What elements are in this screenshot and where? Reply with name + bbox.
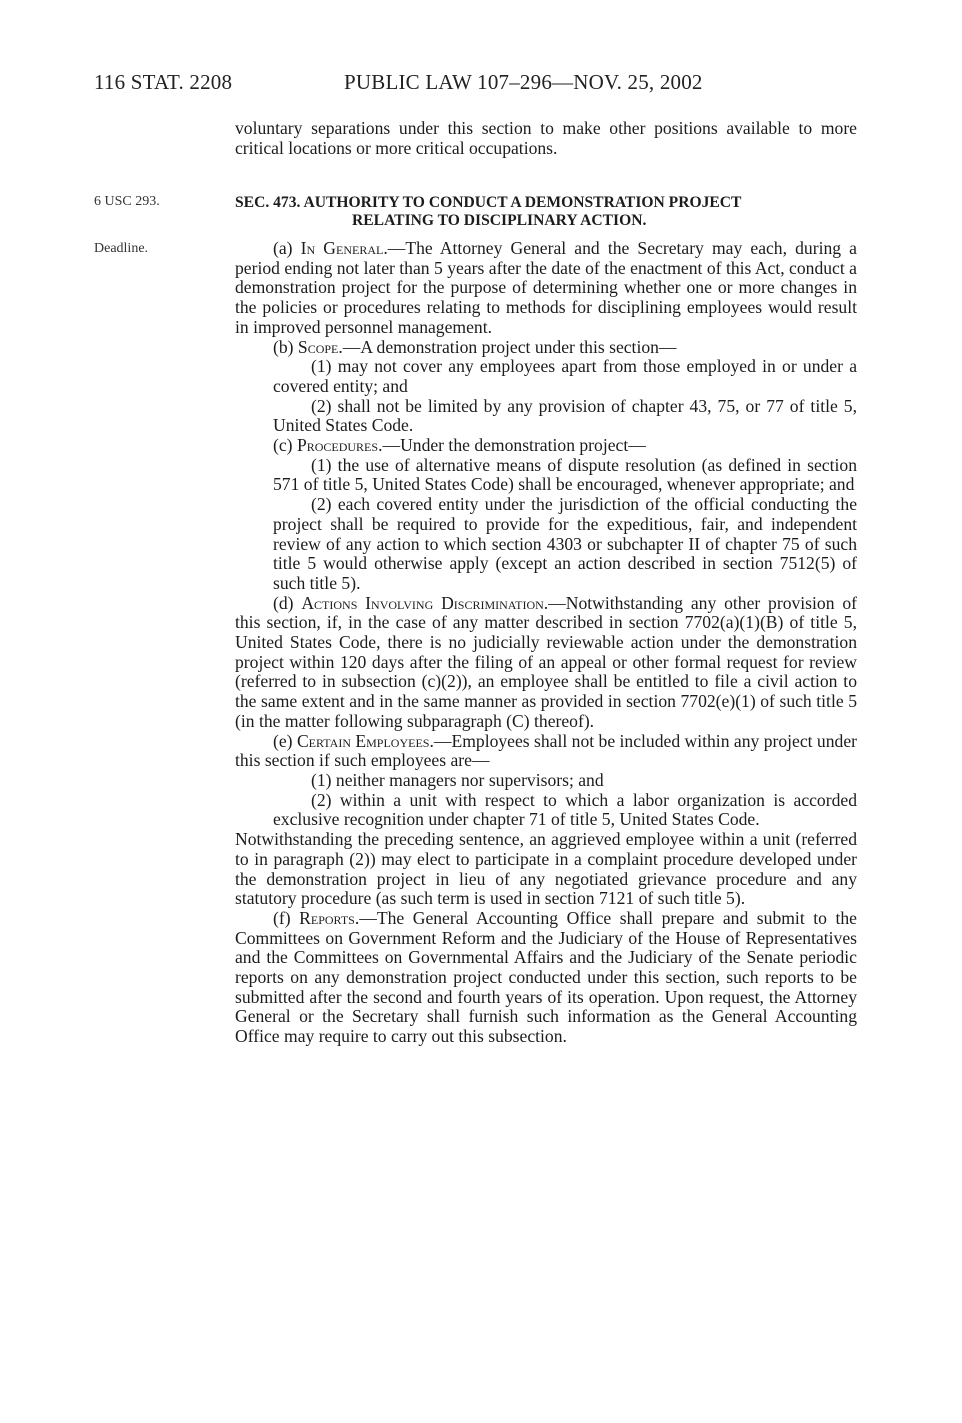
subsection-c (235, 436, 857, 456)
subsection-c-item-1: (1) the use of alternative means of dispute resolution (as defined in section 571 of title 5, United States Code) shall be encouraged, whenever appropriate; and (273, 454, 857, 495)
subsection-b-heading: Scope (297, 336, 339, 357)
usc-margin-note: 6 USC 293. (94, 194, 160, 209)
subsection-b (235, 338, 857, 358)
section-heading (235, 194, 857, 230)
subsection-b-label: (b) (273, 336, 294, 357)
subsection-e-item-1: (1) neither managers nor supervisors; and (311, 769, 604, 790)
section-body (235, 239, 857, 1047)
subsection-f (235, 909, 857, 1047)
subsection-a-heading: In General (300, 238, 384, 258)
subsection-b-text: .—A demonstration project under this section— (338, 336, 677, 357)
subsection-b-item-2: (2) shall not be limited by any provision of chapter 43, 75, or 77 of title 5, United States Code. (273, 395, 857, 436)
section-title-line1: AUTHORITY TO CONDUCT A DEMONSTRATION PROJECT (303, 194, 742, 211)
subsection-d-text: .—Notwithstanding any other provision of this section, if, in the case of any matter described in section 7702(a)(1)(B) of title 5, United States Code, there is no judicially reviewable action under the demonstration project within 120 days after the filing of an appeal or other formal request for review (referred to in subsection (c)(2)), an employee shall be entitled to file a civil action to the same extent and in the same manner as provided in section 7702(e)(1) of such title 5 (in the matter following subparagraph (C) thereof). (235, 592, 857, 731)
subsection-d (235, 594, 857, 732)
subsection-f-label: (f) (273, 907, 291, 928)
subsection-a-label: (a) (273, 238, 293, 258)
subsection-f-text: .—The General Accounting Office shall prepare and submit to the Committees on Government Reform and the Judiciary of the House of Representatives and the Committees on Governmental Affairs and the Judiciary of the Senate periodic reports on any demonstration project conducted under this section, such reports to be submitted after the second and fourth years of its operation. Upon request, the Attorney General or the Secretary shall furnish such information as the General Accounting Office may require to carry out this subsection. (235, 907, 857, 1047)
stat-page-number: 116 STAT. 2208 (94, 70, 233, 94)
subsection-f-heading: Reports (299, 907, 355, 928)
law-citation-date: PUBLIC LAW 107–296—NOV. 25, 2002 (344, 70, 703, 94)
subsection-c-heading: Procedures (296, 435, 379, 456)
subsection-e-text: .—Employees shall not be included within any project under this section if such employees are— (235, 730, 857, 771)
subsection-c-item-2: (2) each covered entity under the jurisdiction of the official conducting the project shall be required to provide for the expeditious, fair, and independent review of any action to which section 4303 or subchapter II of chapter 75 of such title 5 would otherwise apply (except an action described in section 7512(5) of such title 5). (273, 494, 857, 593)
intro-continuation (235, 119, 857, 158)
subsection-b-item-1: (1) may not cover any employees apart from those employed in or under a covered entity; and (273, 356, 857, 396)
subsection-e-label: (e) (273, 730, 293, 751)
intro-text: voluntary separations under this section to make other positions available to more critical locations or more critical occupations. (235, 118, 857, 158)
subsection-e-closing: Notwithstanding the preceding sentence, an aggrieved employee within a unit (referred to in paragraph (2)) may elect to participate in a complaint procedure developed under the demonstration project in lieu of any negotiated grievance procedure and any statutory procedure (as such term is used in section 7121 of such title 5). (235, 829, 857, 909)
subsection-a-text: .—The Attorney General and the Secretary may each, during a period ending not later than 5 years after the date of the enactment of this Act, conduct a demonstration project for the purpose of determining whether one or more changes in the policies or procedures relating to methods for disciplining employees would result in improved personnel management. (235, 238, 857, 337)
subsection-c-label: (c) (273, 435, 293, 456)
subsection-e-heading: Certain Employees (296, 730, 430, 751)
section-title-line2: RELATING TO DISCIPLINARY ACTION. (352, 212, 647, 229)
subsection-a (235, 239, 857, 338)
subsection-d-heading: Actions Involving Discrimination (301, 592, 544, 613)
subsection-e-item-2: (2) within a unit with respect to which a labor organization is accorded exclusive recognition under chapter 71 of title 5, United States Code. (273, 789, 857, 830)
subsection-c-text: .—Under the demonstration project— (378, 435, 646, 456)
page-header (94, 70, 794, 95)
section-number: SEC. 473. (235, 194, 301, 211)
subsection-e (235, 732, 857, 771)
subsection-d-label: (d) (273, 592, 294, 613)
deadline-margin-note: Deadline. (94, 241, 149, 256)
